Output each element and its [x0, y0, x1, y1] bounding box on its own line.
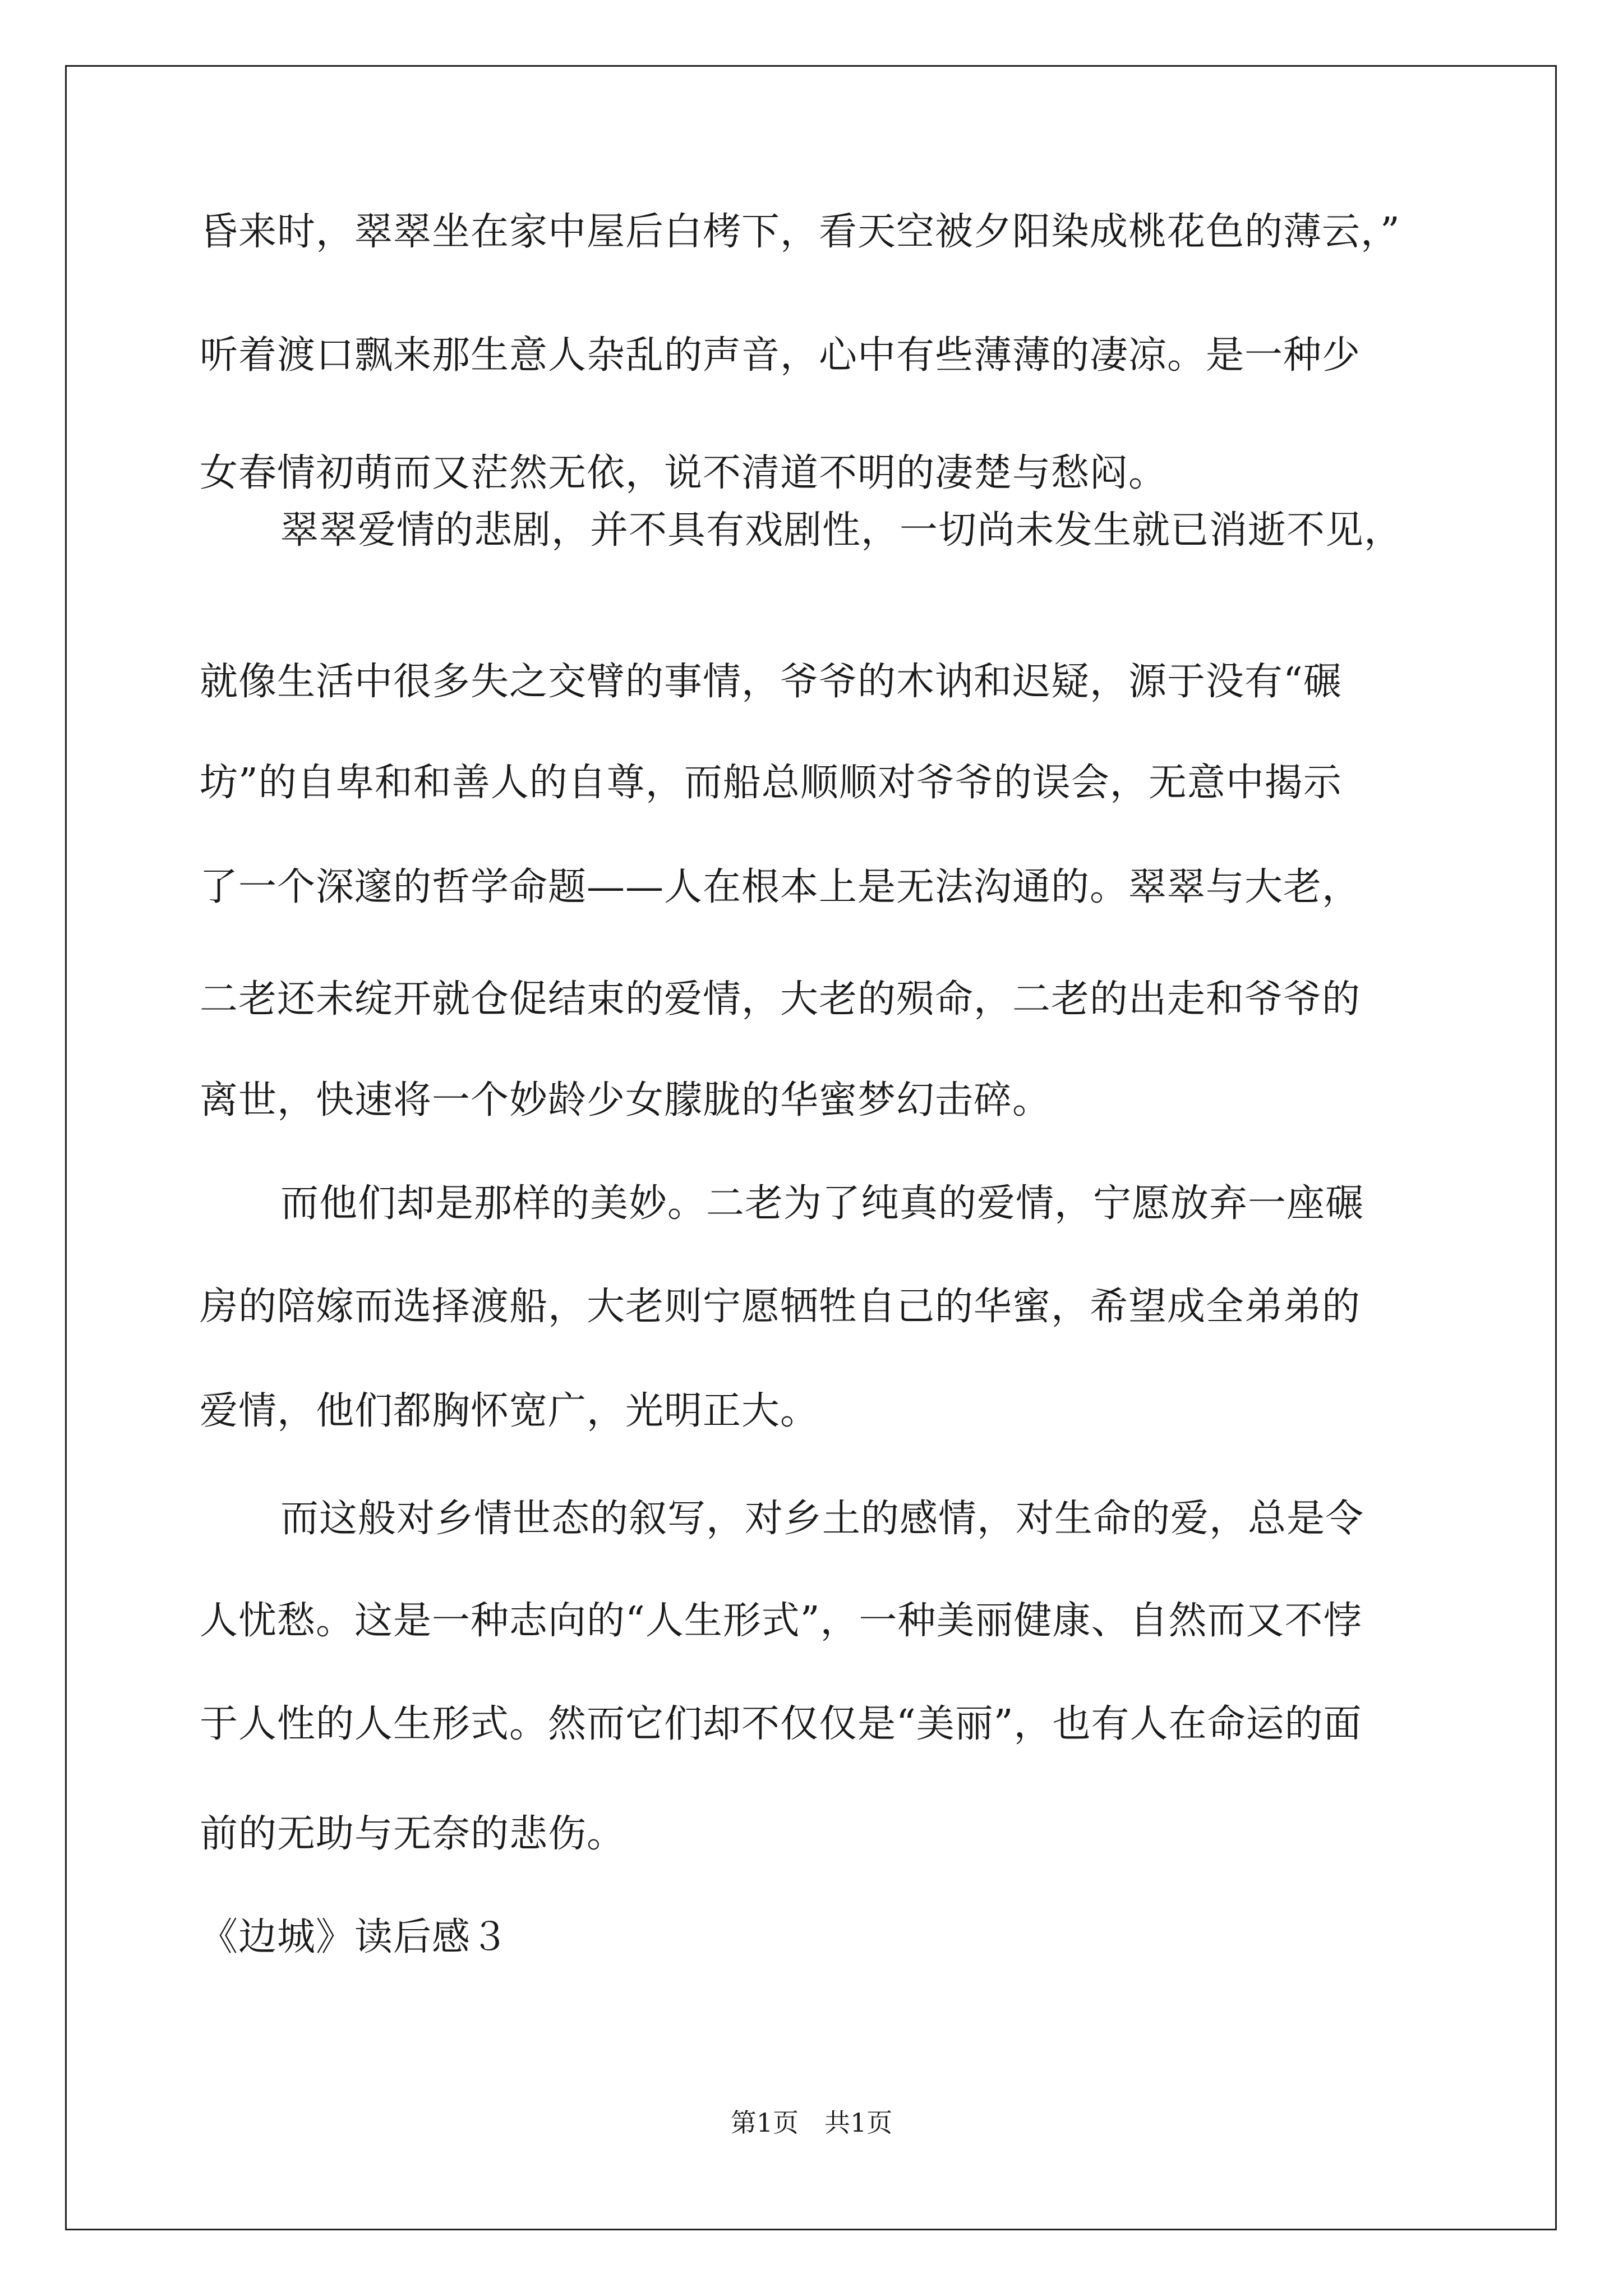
text-line: 听着渡口飘来那生意人杂乱的声音，心中有些薄薄的凄凉。是一种少	[200, 333, 1361, 378]
page-footer	[0, 2107, 1623, 2138]
text-line: 了一个深邃的哲学命题——人在根本上是无法沟通的。翠翠与大老，	[200, 865, 1361, 909]
text-line: 房的陪嫁而选择渡船，大老则宁愿牺牲自己的华蜜，希望成全弟弟的	[200, 1285, 1361, 1329]
text-line: 前的无助与无奈的悲伤。	[200, 1812, 626, 1856]
paragraph-first-line: 而这般对乡情世态的叙写，对乡土的感情，对生命的爱，总是令	[280, 1497, 1364, 1541]
paragraph-first-line: 而他们却是那样的美妙。二老为了纯真的爱情，宁愿放弃一座碾	[280, 1181, 1364, 1226]
text-line: 二老还未绽开就仓促结束的爱情，大老的殒命，二老的出走和爷爷的	[200, 977, 1361, 1022]
text-line: 坊”的自卑和和善人的自尊，而船总顺顺对爷爷的误会，无意中揭示	[200, 761, 1342, 805]
text-line: 于人性的人生形式。然而它们却不仅仅是“美丽”，也有人在命运的面	[200, 1702, 1362, 1746]
text-line: 就像生活中很多失之交臂的事情，爷爷的木讷和迟疑，源于没有“碾	[200, 660, 1342, 704]
page-border	[65, 65, 1557, 2230]
text-line: 离世，快速将一个妙龄少女朦胧的华蜜梦幻击碎。	[200, 1078, 1052, 1122]
text-line: 爱情，他们都胸怀宽广，光明正大。	[200, 1389, 819, 1433]
text-line: 昏来时，翠翠坐在家中屋后白栲下，看天空被夕阳染成桃花色的薄云，”	[200, 210, 1400, 254]
section-heading: 《边城》读后感３	[200, 1915, 510, 1959]
text-line: 女春情初萌而又茫然无依，说不清道不明的凄楚与愁闷。	[200, 451, 1168, 495]
text-line: 人忧愁。这是一种志向的“人生形式”，一种美丽健康、自然而又不悖	[200, 1599, 1362, 1643]
paragraph-first-line: 翠翠爱情的悲剧，并不具有戏剧性，一切尚未发生就已消逝不见，	[280, 508, 1403, 553]
page-number-current: 第1页	[730, 2108, 799, 2138]
page-number-total: 共1页	[824, 2108, 893, 2138]
